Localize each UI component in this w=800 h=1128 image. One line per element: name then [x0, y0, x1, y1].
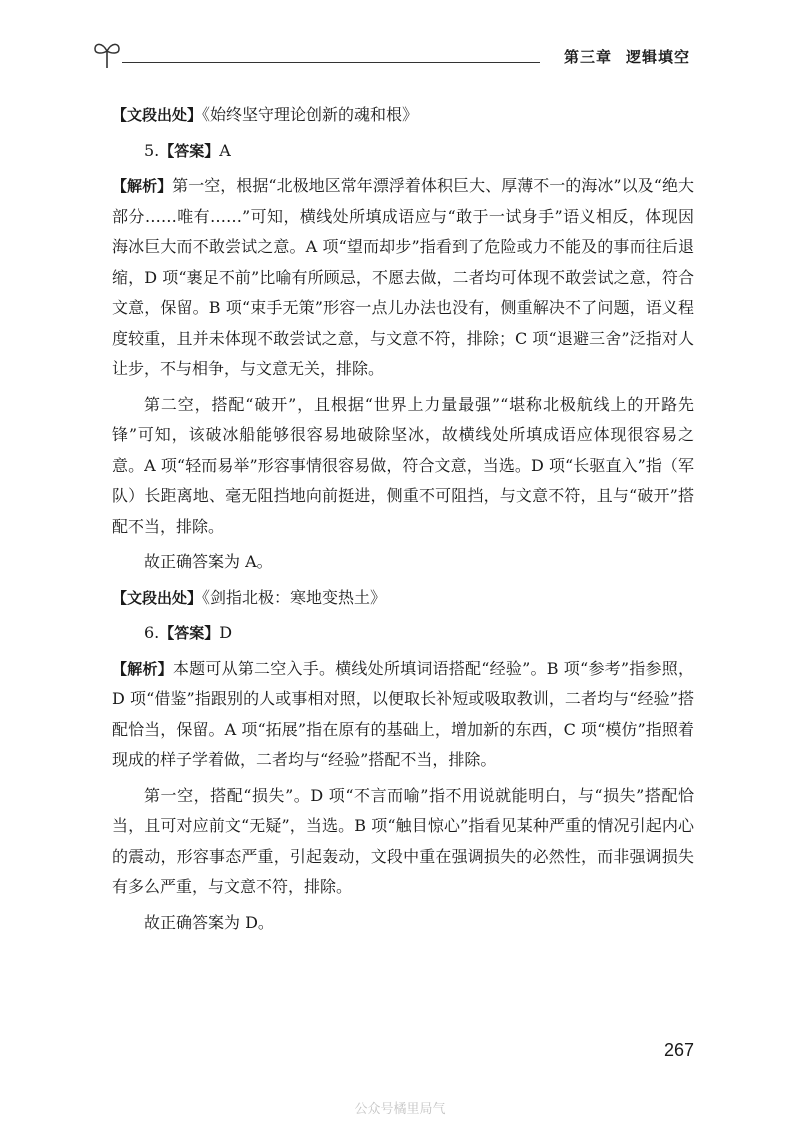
source-text-2: 《剑指北极：寒地变热土》: [202, 587, 387, 607]
watermark: 公众号橘里局气: [354, 1102, 446, 1117]
analysis-paragraph-5-1: [112, 171, 694, 385]
page-header: [92, 34, 690, 74]
question-number-6: 6.: [144, 623, 160, 642]
analysis-label-5: 【解析】: [112, 177, 173, 195]
answer-value-5: A: [219, 140, 231, 160]
answer-value-6: D: [219, 623, 233, 642]
analysis-paragraph-6-2: 第一空，搭配“损失”。D 项“不言而喻”指不用说就能明白，与“损失”搭配恰当，且可对应前文“无疑”，当选。B 项“触目惊心”指看见某种严重的情况引起内心的震动，形容事态严重，引起轰动，文段中重在强调损失的必然性，而非强调损失有多么严重，与文意不符，排除。: [112, 785, 694, 896]
conclusion-6: 故正确答案为 D。: [144, 912, 274, 932]
source-line-1: [112, 100, 694, 131]
source-line-2: [112, 583, 694, 614]
header-rule: [122, 62, 540, 63]
source-label-1: 【文段出处】: [112, 106, 203, 124]
chapter-number: 第三章: [563, 48, 612, 66]
sprout-icon: [92, 36, 122, 70]
analysis-label-6: 【解析】: [112, 659, 173, 678]
chapter-heading: [564, 46, 690, 67]
conclusion-5: 故正确答案为 A。: [144, 552, 273, 571]
chapter-title: 逻辑填空: [625, 48, 690, 66]
answer-line-5: [112, 136, 694, 167]
analysis-text-5-1: 第一空，根据“北极地区常年漂浮着体积巨大、厚薄不一的海冰”以及“绝大部分……唯有……”可知，横线处所填成语应与“敢于一试身手”语义相反，体现因海冰巨大而不敢尝试之意。A 项“望而却步”指看到了危险或力不能及的事而往后退缩，D 项“裹足不前”比喻有所顾忌，不愿去做，二者均可体现不敢尝试之意，符合文意，保留。B 项“束手无策”形容一点儿办法也没有，侧重解决不了问题，语义程度较重，且并未体现不敢尝试之意，与文意不符，排除；C 项“退避三舍”泛指对人让步，不与相争，与文意无关，排除。: [112, 176, 694, 378]
page-number: 267: [663, 1040, 694, 1060]
analysis-text-6-1: 本题可从第二空入手。横线处所填词语搭配“经验”。B 项“参考”指参照，D 项“借鉴”指跟别的人或事相对照，以便取长补短或吸取教训，二者均与“经验”搭配恰当，保留。A 项“拓展”指在原有的基础上，增加新的东西，C 项“模仿”指照着现成的样子学着做，二者均与“经验”搭配不当，排除。: [112, 658, 694, 769]
source-label-2: 【文段出处】: [112, 588, 203, 607]
question-number-5: 5.: [144, 140, 160, 160]
analysis-paragraph-6-1: [112, 654, 694, 776]
answer-label-5: 【答案】: [159, 141, 220, 160]
source-text-1: 《始终坚守理论创新的魂和根》: [202, 105, 419, 124]
analysis-paragraph-5-2: 第二空，搭配“破开”，且根据“世界上力量最强”“堪称北极航线上的开路先锋”可知，该破冰船能够很容易地破除坚冰，故横线处所填成语应体现很容易之意。A 项“轻而易举”形容事情很容易做，符合文意，当选。D 项“长驱直入”指（军队）长距离地、毫无阻挡地向前挺进，侧重不可阻挡，与文意不符，且与“破开”搭配不当，排除。: [112, 394, 694, 536]
answer-line-6: [112, 618, 694, 649]
page-body: [112, 100, 694, 943]
answer-label-6: 【答案】: [159, 624, 220, 642]
